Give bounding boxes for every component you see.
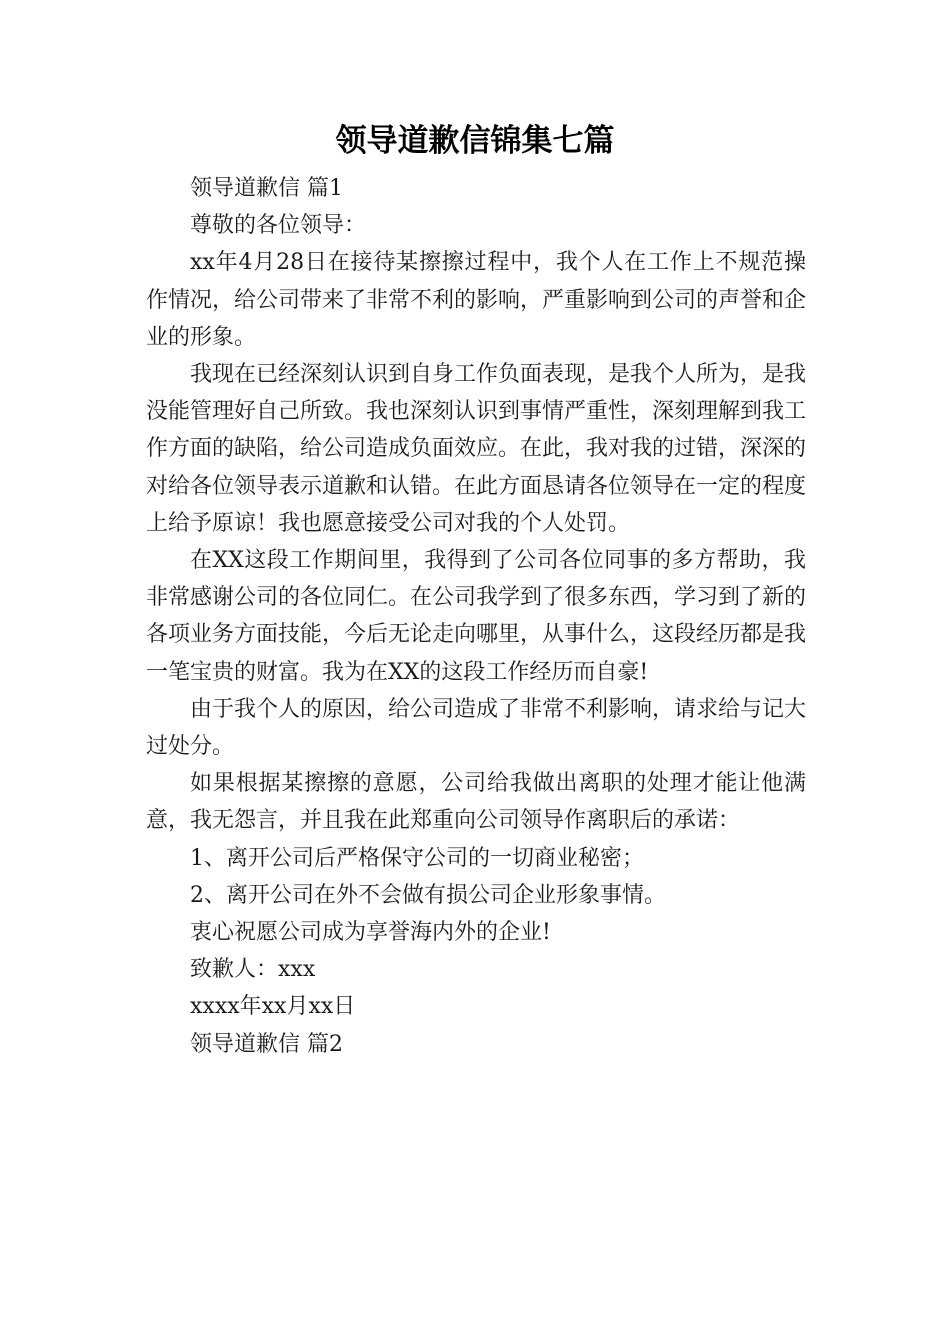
section-heading: 领导道歉信 篇2 (190, 1031, 343, 1057)
body-paragraph: 我现在已经深刻认识到自身工作负面表现，是我个人所为，是我没能管理好自己所致。我也深刻认识到事情严重性，深刻理解到我工作方面的缺陷，给公司造成负面效应。在此，我对我的过错，深深的对给各位领导表示道歉和认错。在此方面恳请各位领导在一定的程度上给予原谅！我也愿意接受公司对我的个人处罚。 (146, 362, 807, 536)
body-paragraph: 由于我个人的原因，给公司造成了非常不利影响，请求给与记大过处分。 (146, 696, 807, 760)
closing-wish: 衷心祝愿公司成为享誉海内外的企业! (190, 920, 551, 946)
body-paragraph: 在XX这段工作期间里，我得到了公司各位同事的多方帮助，我非常感谢公司的各位同仁。在公司我学到了很多东西，学习到了新的各项业务方面技能，今后无论走向哪里，从事什么，这段经历都是我一笔宝贵的财富。我为在XX的这段工作经历而自豪! (146, 548, 807, 685)
signature: 致歉人：xxx (190, 957, 316, 983)
document-title: 领导道歉信锦集七篇 (335, 123, 615, 159)
body-paragraph: 如果根据某擦擦的意愿，公司给我做出离职的处理才能让他满意，我无怨言，并且我在此郑重向公司领导作离职后的承诺： (146, 771, 806, 834)
salutation: 尊敬的各位领导： (190, 213, 367, 239)
section-heading: 领导道歉信 篇1 (190, 176, 343, 201)
date-line: xxxx年xx月xx日 (190, 994, 356, 1020)
body-paragraph: xx年4月28日在接待某擦擦过程中，我个人在工作上不规范操作情况，给公司带来了非常不利的影响，严重影响到公司的声誉和企业的形象。 (146, 250, 807, 350)
document-body (146, 170, 806, 1063)
promise-item: 2、离开公司在外不会做有损公司企业形象事情。 (190, 882, 666, 908)
promise-item: 1、离开公司后严格保守公司的一切商业秘密； (190, 845, 644, 871)
